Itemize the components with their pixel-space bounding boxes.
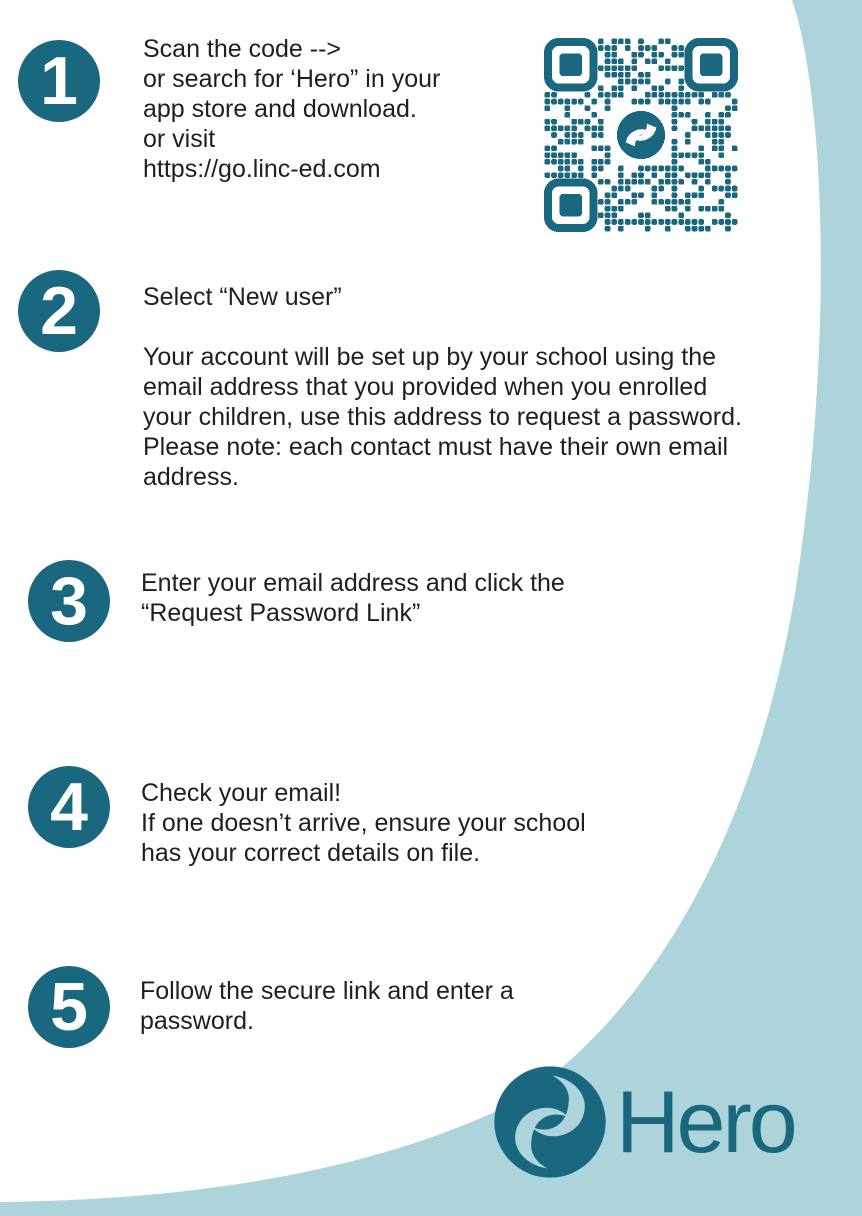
step-2-heading: Select “New user”: [143, 283, 342, 311]
step-1-text: [143, 34, 523, 184]
brand-name: Hero: [616, 1072, 795, 1171]
step-1-line-4: or visit: [143, 125, 216, 153]
step-2-line-2: email address that you provided when you enrolled: [143, 373, 708, 401]
qr-code-icon[interactable]: [544, 38, 738, 232]
step-1-line-1: Scan the code -->: [143, 35, 342, 63]
step-2-line-5: address.: [143, 463, 239, 491]
step-1-line-2: or search for ‘Hero” in your: [143, 65, 441, 93]
step-3-text: [141, 568, 741, 628]
step-5-line-1: Follow the secure link and enter a: [140, 977, 514, 1005]
step-4-line-3: has your correct details on file.: [141, 839, 481, 867]
step-5-number: 5: [28, 966, 110, 1048]
step-2-line-3: your children, use this address to request a password.: [143, 403, 742, 431]
step-3-line-1: Enter your email address and click the: [141, 569, 565, 597]
step-3-number: 3: [28, 560, 110, 642]
hero-logo-icon: [492, 1064, 608, 1180]
step-4-line-1: Check your email!: [141, 779, 342, 807]
step-4-number: 4: [28, 766, 110, 848]
step-5-line-2: password.: [140, 1007, 254, 1035]
step-2-line-4: Please note: each contact must have their own email: [143, 433, 729, 461]
step-2-number: 2: [18, 270, 100, 352]
hero-brand-logo: [492, 1064, 814, 1180]
hero-logo-icon: [617, 111, 665, 159]
step-2-paragraph: [143, 342, 823, 492]
step-2-line-1: Your account will be set up by your school using the: [143, 343, 717, 371]
step-1-link[interactable]: https://go.linc-ed.com: [143, 155, 381, 183]
step-5-text: [140, 976, 640, 1036]
step-4-text: [141, 778, 741, 868]
step-3-line-2: “Request Password Link”: [141, 599, 421, 627]
step-4-line-2: If one doesn’t arrive, ensure your school: [141, 809, 586, 837]
step-1-number: 1: [18, 40, 100, 122]
step-2-text: [143, 282, 823, 492]
step-1-line-3: app store and download.: [143, 95, 417, 123]
